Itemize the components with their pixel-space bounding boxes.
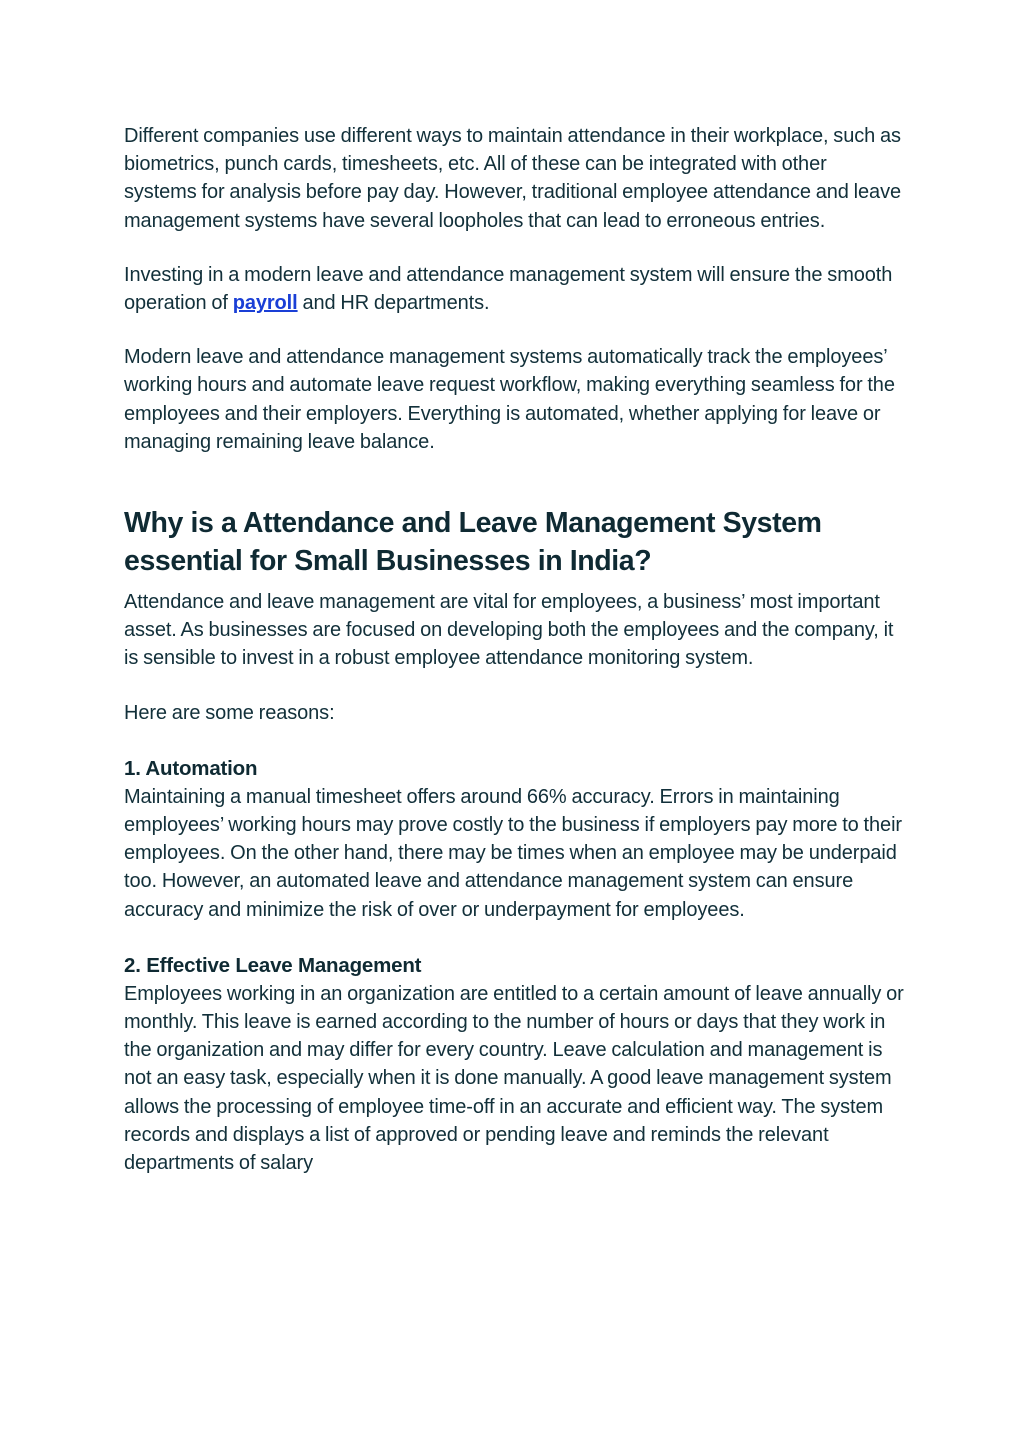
section-heading: Why is a Attendance and Leave Management System essential for Small Businesses in India? [124,507,822,578]
intro-paragraph-2-text-before: Investing in a modern leave and attendance management system will ensure the smooth operation of [124,263,893,315]
document-page [124,122,904,1177]
section-paragraph-2: Here are some reasons: [124,701,335,724]
payroll-link[interactable]: payroll [232,292,298,315]
intro-paragraph-1: Different companies use different ways to maintain attendance in their workplace, such as biometrics, punch cards, timesheets, etc. All of these can be integrated with other systems for analysis before pay day. However, traditional employee attendance and leave management systems have several loopholes that can lead to erroneous entries. [124,125,901,232]
point-1-title: 1. Automation [124,756,258,780]
intro-paragraph-2-text-after: and HR departments. [297,292,490,315]
point-2-title: 2. Effective Leave Management [124,953,422,977]
intro-paragraph-2 [124,261,904,317]
intro-paragraph-3: Modern leave and attendance management systems automatically track the employees’ working hours and automate leave request workflow, making everything seamless for the employees and their employers. Everything is automated, whether applying for leave or managing remaining leave balance. [124,346,895,453]
section-paragraph-1: Attendance and leave management are vital for employees, a business’ most important asset. As businesses are focused on developing both the employees and the company, it is sensible to invest in a robust employee attendance monitoring system. [124,591,894,670]
point-1-body: Maintaining a manual timesheet offers around 66% accuracy. Errors in maintaining employees’ working hours may prove costly to the business if employers pay more to their employees. On the other hand, there may be times when an employee may be underpaid too. However, an automated leave and attendance management system can ensure accuracy and minimize the risk of over or underpayment for employees. [124,785,902,921]
point-2-body: Employees working in an organization are entitled to a certain amount of leave annually or monthly. This leave is earned according to the number of hours or days that they work in the organization and may differ for every country. Leave calculation and management is not an easy task, especially when it is done manually. A good leave management system allows the processing of employee time-off in an accurate and efficient way. The system records and displays a list of approved or pending leave and reminds the relevant departments of salary [124,982,904,1175]
